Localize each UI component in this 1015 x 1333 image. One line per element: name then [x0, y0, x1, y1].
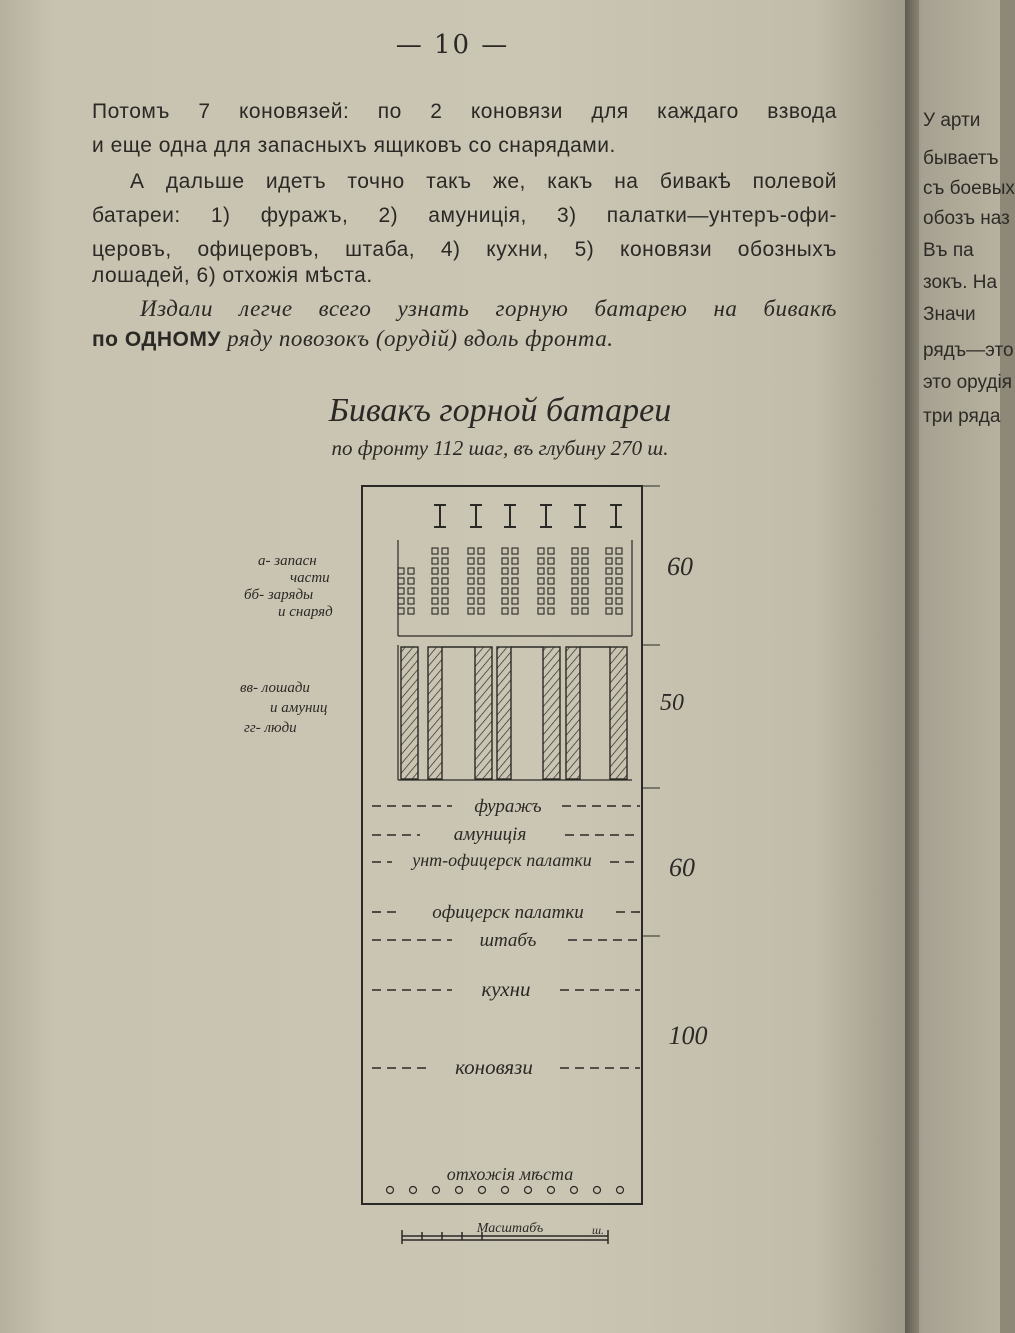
- ammo-box: [432, 568, 438, 574]
- ammo-box: [432, 548, 438, 554]
- ammo-box: [408, 598, 414, 604]
- ammo-box: [432, 588, 438, 594]
- ammo-box: [478, 578, 484, 584]
- ammo-box: [572, 548, 578, 554]
- word: узнать: [397, 296, 470, 321]
- word: полевой: [752, 170, 837, 193]
- ammo-box: [616, 558, 622, 564]
- ammo-box: [606, 578, 612, 584]
- word: 2): [378, 204, 399, 227]
- word: горную: [495, 296, 569, 321]
- ammo-box: [442, 588, 448, 594]
- zone-label-nco-tents: унт-офицерск палатки: [412, 850, 592, 870]
- text-line-6: лошадей, 6) отхожія мѣста.: [92, 264, 373, 287]
- gun-symbol: [610, 505, 622, 527]
- word: всего: [318, 296, 372, 321]
- ammo-box: [468, 608, 474, 614]
- ammo-box: [478, 558, 484, 564]
- ammo-box: [572, 578, 578, 584]
- ammo-box: [468, 558, 474, 564]
- word: 4): [440, 238, 461, 261]
- ammo-box: [398, 578, 404, 584]
- neighbor-line: это орудія: [923, 372, 1012, 393]
- ammo-box: [606, 568, 612, 574]
- word: 2: [430, 100, 443, 123]
- ammo-box: [538, 598, 544, 604]
- ammo-box: [616, 608, 622, 614]
- legend-a: а- запасн: [258, 553, 317, 569]
- ammo-box: [398, 588, 404, 594]
- horse-line-bar: [475, 647, 492, 779]
- word: батареи:: [92, 204, 181, 227]
- ammo-box: [538, 558, 544, 564]
- horse-line-bar: [566, 647, 580, 779]
- ammo-box: [478, 598, 484, 604]
- ammo-box: [606, 548, 612, 554]
- gun-symbol: [574, 505, 586, 527]
- zone-label-forage: фуражъ: [474, 796, 542, 817]
- horse-line-bar: [401, 647, 418, 779]
- neighbor-line: У арти: [923, 110, 981, 131]
- ammo-box: [616, 588, 622, 594]
- gun-symbol: [470, 505, 482, 527]
- word: для: [591, 100, 629, 123]
- emphasis-bold: по ОДНОМУ: [92, 328, 221, 351]
- ammo-box: [408, 568, 414, 574]
- ammo-box: [502, 548, 508, 554]
- ammo-box: [512, 598, 518, 604]
- word: штаба,: [345, 238, 416, 261]
- word: палатки—унтеръ-офи-: [606, 204, 837, 227]
- ammo-box: [442, 598, 448, 604]
- ammo-box: [408, 608, 414, 614]
- latrine-markers: [387, 1187, 624, 1194]
- neighbor-line: Значи: [923, 304, 976, 325]
- word: коновязей:: [239, 100, 350, 123]
- ammo-box: [582, 558, 588, 564]
- ammo-box: [502, 578, 508, 584]
- ammo-box: [512, 548, 518, 554]
- ammo-box: [432, 608, 438, 614]
- ammo-box: [538, 588, 544, 594]
- ammo-box: [468, 568, 474, 574]
- zone-label-ammunition: амуниція: [453, 824, 527, 845]
- word: офицеровъ,: [197, 238, 320, 261]
- ammo-box: [582, 598, 588, 604]
- horse-lines: [401, 647, 627, 779]
- zone-label-horse-lines: коновязи: [455, 1055, 533, 1079]
- scale-label: Масштабъ: [476, 1221, 544, 1236]
- word: коновязи: [470, 100, 563, 123]
- ammo-box: [582, 588, 588, 594]
- word: какъ: [547, 170, 593, 193]
- word: бивакѣ: [659, 170, 732, 193]
- word: на: [713, 296, 738, 321]
- ammo-box: [512, 568, 518, 574]
- ammo-box: [538, 568, 544, 574]
- depth-label: 60: [669, 853, 695, 882]
- ammo-box: [606, 588, 612, 594]
- word: 5): [574, 238, 595, 261]
- ammo-box: [512, 578, 518, 584]
- ammo-box: [572, 558, 578, 564]
- diagram-title: Бивакъ горной батареи: [328, 392, 672, 429]
- word: амуниція,: [428, 204, 527, 227]
- ammo-box: [442, 548, 448, 554]
- word: на: [614, 170, 639, 193]
- gun-symbol: [434, 505, 446, 527]
- ammo-box: [606, 598, 612, 604]
- zone-label-staff: штабъ: [479, 930, 537, 951]
- depth-label: 50: [660, 690, 684, 716]
- ammo-box: [606, 558, 612, 564]
- word: 7: [198, 100, 211, 123]
- ammo-box: [442, 608, 448, 614]
- ammo-box: [468, 548, 474, 554]
- ammo-box: [616, 568, 622, 574]
- ammo-box: [398, 608, 404, 614]
- gun-symbol: [540, 505, 552, 527]
- word: коновязи: [620, 238, 713, 261]
- neighbor-line: бываетъ: [923, 148, 999, 169]
- word: легче: [239, 296, 293, 321]
- ammo-box: [468, 598, 474, 604]
- word: 3): [556, 204, 577, 227]
- depth-label: 60: [667, 552, 693, 581]
- ammo-box: [432, 558, 438, 564]
- ammo-box: [572, 608, 578, 614]
- ammo-box: [572, 568, 578, 574]
- neighbor-line: Въ па: [923, 240, 974, 261]
- ammo-box: [512, 588, 518, 594]
- ammo-box: [468, 578, 474, 584]
- ammo-box-grid: [398, 548, 622, 614]
- neighbor-line: обозъ наз: [923, 208, 1010, 229]
- ammo-box: [512, 608, 518, 614]
- zone-label-latrines: отхожія мѣста: [446, 1164, 574, 1184]
- word: точно: [347, 170, 405, 193]
- neighbor-line: рядъ—это: [923, 340, 1014, 361]
- ammo-box: [432, 578, 438, 584]
- ammo-box: [408, 588, 414, 594]
- zone-label-officer-tents: офицерск палатки: [432, 902, 584, 923]
- word: такъ: [426, 170, 472, 193]
- ammo-box: [616, 578, 622, 584]
- ammo-box: [502, 608, 508, 614]
- word: взвода: [767, 100, 837, 123]
- ammo-box: [502, 558, 508, 564]
- ammo-box: [606, 608, 612, 614]
- word: церовъ,: [92, 238, 172, 261]
- ammo-box: [442, 558, 448, 564]
- diagram-subtitle: по фронту 112 шаг, въ глубину 270 ш.: [331, 436, 669, 460]
- page-gutter: [905, 0, 919, 1333]
- word: фуражъ,: [260, 204, 349, 227]
- word: по: [377, 100, 402, 123]
- adjacent-page: [905, 0, 1015, 1333]
- ammo-box: [548, 608, 554, 614]
- ammo-box: [582, 548, 588, 554]
- ammo-box: [502, 598, 508, 604]
- gun-symbol: [504, 505, 516, 527]
- ammo-box: [548, 568, 554, 574]
- legend-bb-2: и снаряд: [278, 604, 333, 620]
- ammo-box: [616, 598, 622, 604]
- ammo-box: [408, 578, 414, 584]
- depth-label: 100: [668, 1021, 708, 1050]
- legend-a-2: части: [290, 570, 330, 586]
- word: Потомъ: [92, 100, 170, 123]
- ammo-box: [548, 598, 554, 604]
- ammo-box: [582, 578, 588, 584]
- ammo-box: [478, 588, 484, 594]
- word: каждаго: [657, 100, 739, 123]
- ammo-box: [616, 548, 622, 554]
- word: дальше: [165, 170, 245, 193]
- word: бивакѣ: [763, 296, 837, 321]
- neighbor-line: три ряда: [923, 406, 1001, 427]
- zone-label-kitchens: кухни: [481, 977, 531, 1001]
- legend-vv: вв- лошади: [240, 680, 310, 696]
- ammo-box: [442, 578, 448, 584]
- legend-vv-2: и амуниц: [270, 700, 328, 716]
- ammo-box: [548, 578, 554, 584]
- ammo-box: [502, 588, 508, 594]
- page-number: — 10 —: [395, 30, 510, 60]
- neighbor-line: зокъ. На: [923, 272, 998, 293]
- ammo-box: [582, 608, 588, 614]
- ammo-box: [582, 568, 588, 574]
- ammo-box: [548, 588, 554, 594]
- ammo-box: [572, 588, 578, 594]
- ammo-box: [548, 558, 554, 564]
- legend-bb: бб- заряды: [244, 587, 314, 603]
- legend-gg: гг- люди: [244, 720, 297, 736]
- text-line-2: и еще одна для запасныхъ ящиковъ со снарядами.: [92, 134, 616, 157]
- word: кухни,: [486, 238, 549, 261]
- word: батарею: [594, 296, 688, 321]
- horse-line-bar: [543, 647, 560, 779]
- neighbor-line: съ боевых: [923, 178, 1015, 199]
- scale-unit: ш.: [591, 1223, 605, 1237]
- word: идетъ: [265, 170, 327, 193]
- ammo-box: [478, 608, 484, 614]
- horse-line-bar: [428, 647, 442, 779]
- ammo-box: [572, 598, 578, 604]
- word: же,: [492, 170, 526, 193]
- ammo-box: [538, 578, 544, 584]
- ammo-box: [398, 568, 404, 574]
- word: 1): [210, 204, 231, 227]
- ammo-box: [478, 548, 484, 554]
- ammo-box: [468, 588, 474, 594]
- ammo-box: [538, 548, 544, 554]
- word: Издали: [140, 296, 213, 321]
- ammo-box: [538, 608, 544, 614]
- ammo-box: [398, 598, 404, 604]
- word: обозныхъ: [737, 238, 837, 261]
- ammo-box: [512, 558, 518, 564]
- ammo-box: [548, 548, 554, 554]
- ammo-box: [502, 568, 508, 574]
- horse-line-bar: [610, 647, 627, 779]
- word: А: [130, 170, 145, 193]
- horse-line-bar: [497, 647, 511, 779]
- ammo-box: [478, 568, 484, 574]
- ammo-box: [442, 568, 448, 574]
- emphasis-rest: ряду повозокъ (орудій) вдоль фронта.: [220, 326, 614, 351]
- ammo-box: [432, 598, 438, 604]
- guns-row: [434, 505, 622, 527]
